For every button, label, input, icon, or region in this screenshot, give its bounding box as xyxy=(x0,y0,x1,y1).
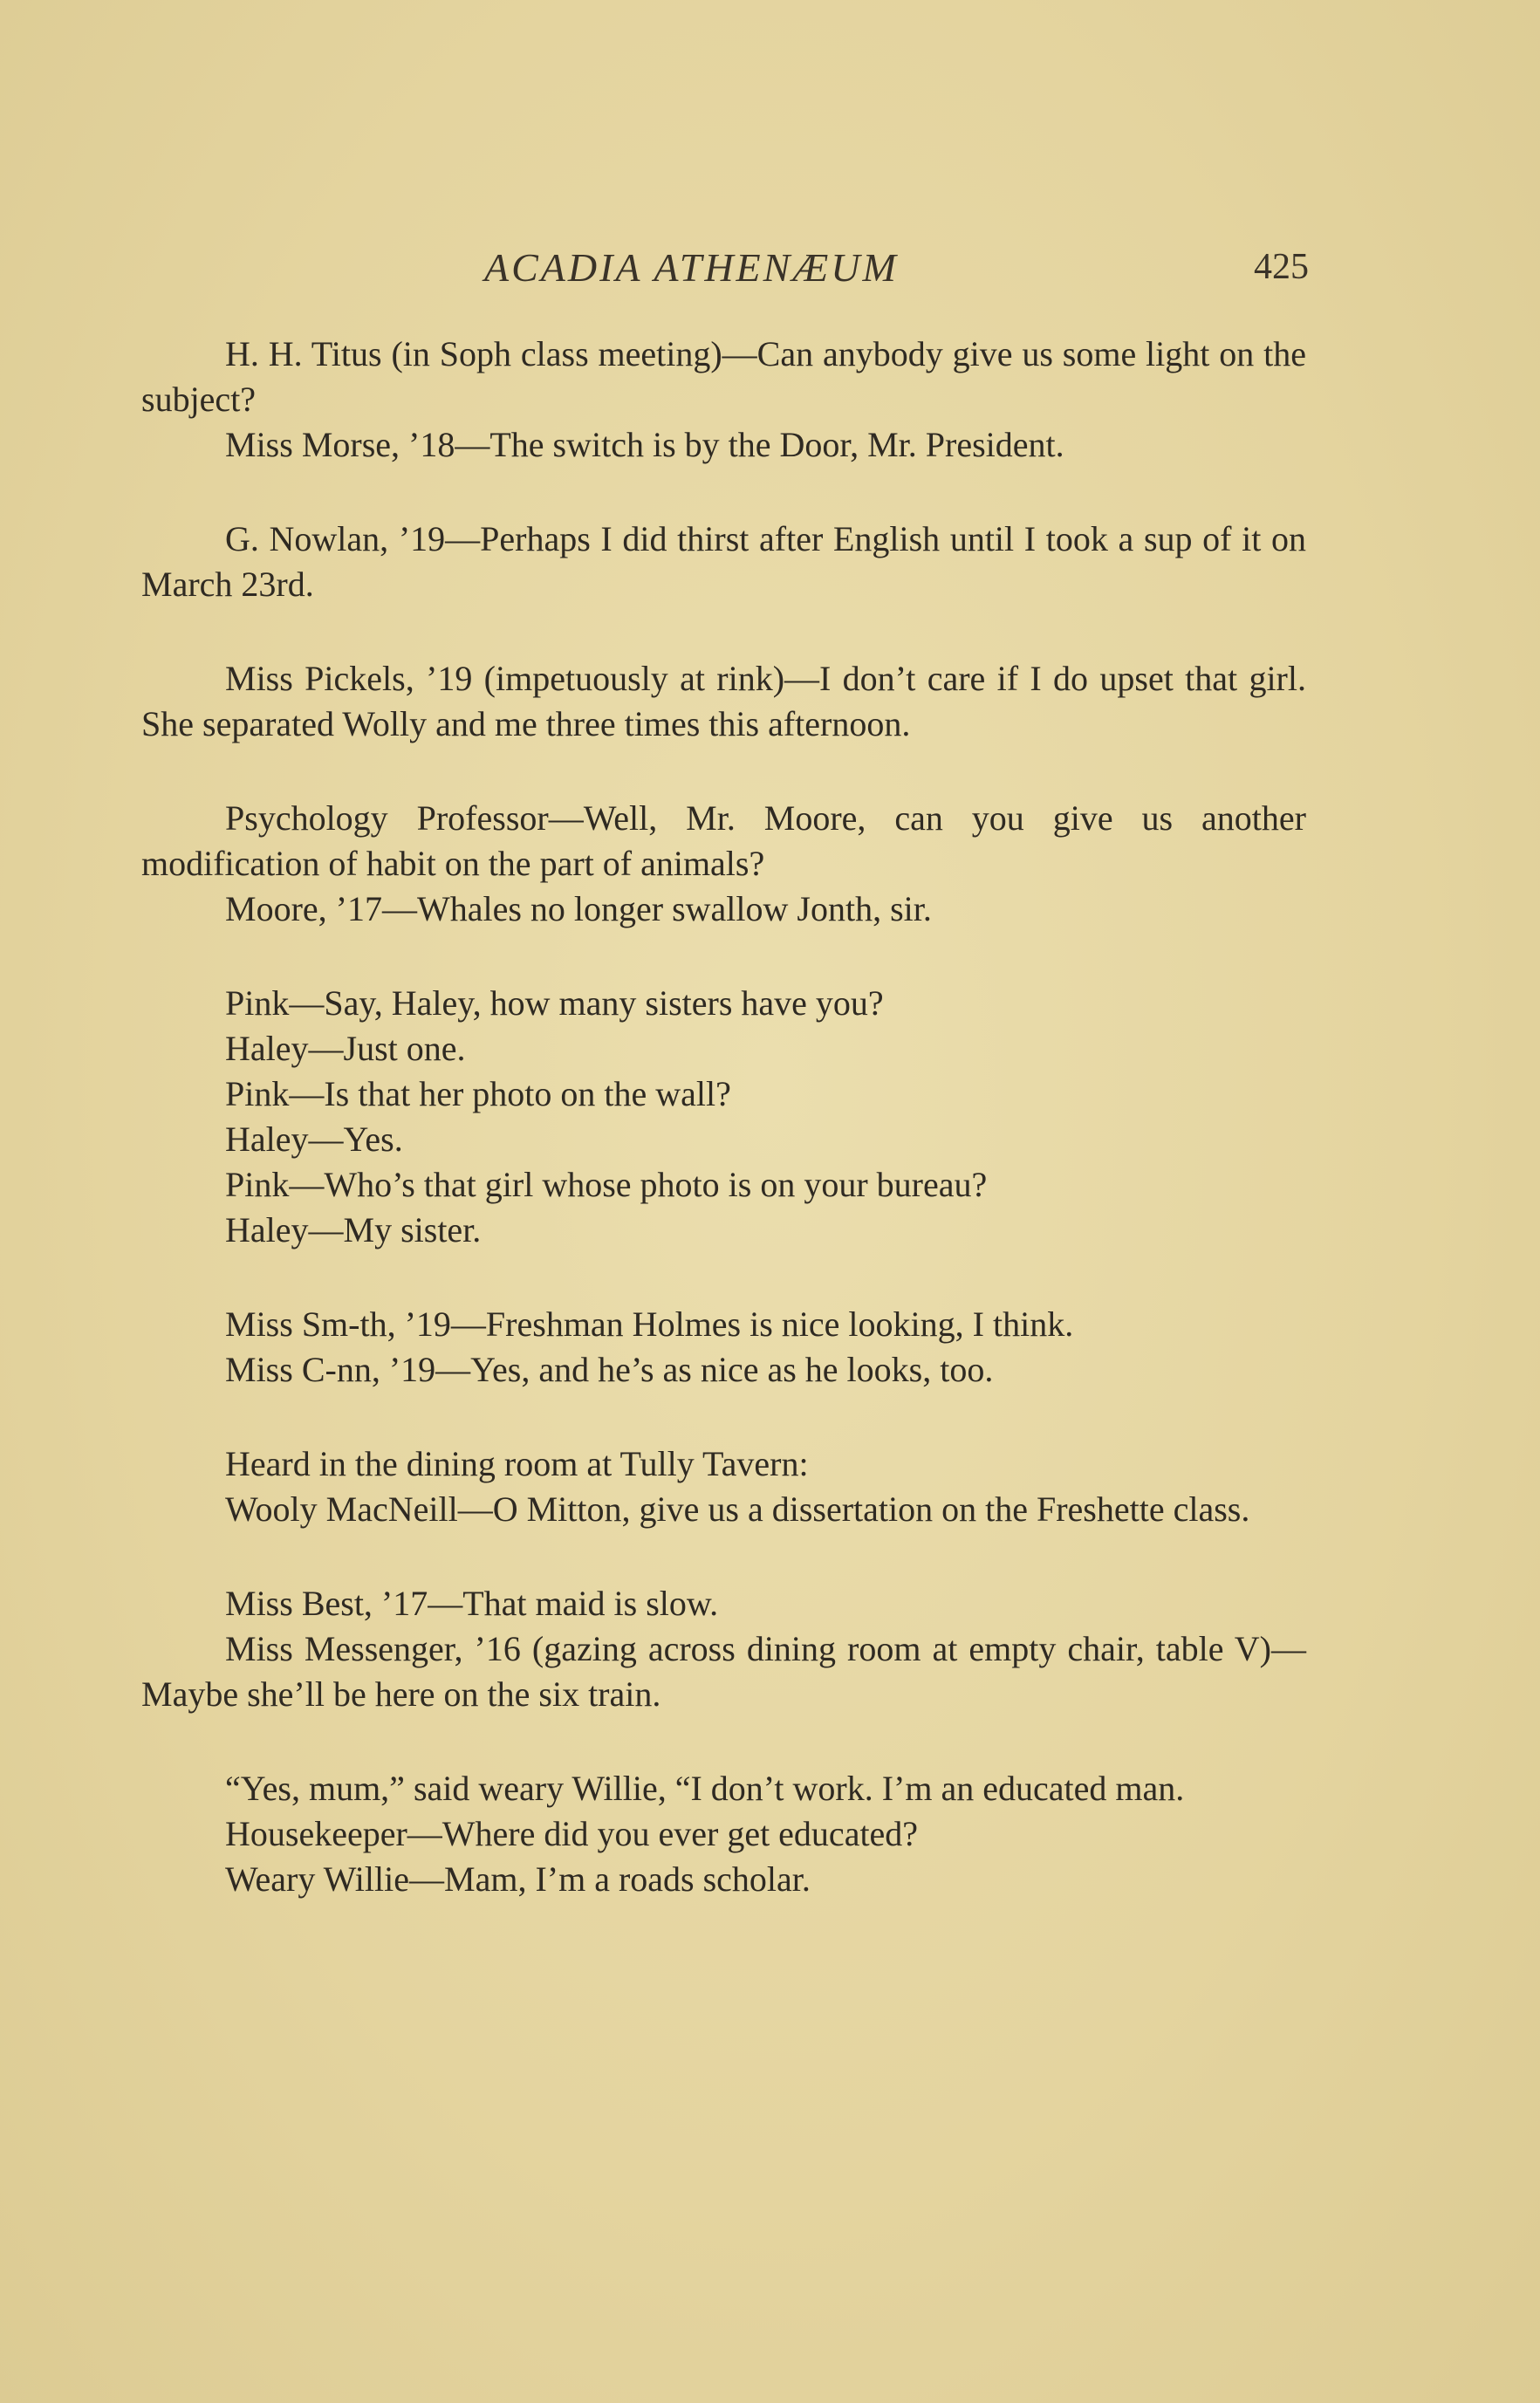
text-line: Wooly MacNeill—O Mitton, give us a dissertation on the Freshette class. xyxy=(225,1489,1250,1529)
text-line: Miss Best, ’17—That maid is slow. xyxy=(225,1584,719,1623)
paragraph xyxy=(141,1766,1306,1902)
body-text xyxy=(141,332,1306,1951)
paragraph xyxy=(141,1441,1306,1532)
text-line: H. H. Titus (in Soph class meeting)—Can anybody give us some light on the subject? xyxy=(141,334,1306,419)
paragraph xyxy=(141,517,1306,607)
text-line: Miss Messenger, ’16 (gazing across dining room at empty chair, table V)—Maybe she’ll be here on the six train. xyxy=(141,1629,1306,1714)
text-line: Psychology Professor—Well, Mr. Moore, can you give us another modification of habit on the part of animals? xyxy=(141,798,1306,883)
paragraph xyxy=(141,981,1306,1253)
text-line: Weary Willie—Mam, I’m a roads scholar. xyxy=(225,1859,811,1899)
paragraph xyxy=(141,332,1306,468)
text-line: Pink—Is that her photo on the wall? xyxy=(225,1074,731,1113)
running-title: ACADIA ATHENÆUM xyxy=(484,245,899,290)
text-line: Pink—Say, Haley, how many sisters have you? xyxy=(225,983,884,1023)
text-line: Miss Pickels, ’19 (impetuously at rink)—I don’t care if I do upset that girl. She separated Wolly and me three times this afternoon. xyxy=(141,659,1306,743)
text-line: Housekeeper—Where did you ever get educated? xyxy=(225,1814,919,1853)
page-number: 425 xyxy=(1254,247,1309,287)
text-line: Miss Sm-th, ’19—Freshman Holmes is nice looking, I think. xyxy=(225,1304,1074,1344)
paragraph xyxy=(141,1581,1306,1717)
text-line: “Yes, mum,” said weary Willie, “I don’t work. I’m an educated man. xyxy=(225,1769,1185,1808)
text-line: Haley—My sister. xyxy=(225,1210,482,1249)
text-line: Haley—Just one. xyxy=(225,1029,466,1068)
text-line: Miss C-nn, ’19—Yes, and he’s as nice as he looks, too. xyxy=(225,1350,994,1389)
text-line: Heard in the dining room at Tully Tavern: xyxy=(225,1444,809,1483)
text-line: Haley—Yes. xyxy=(225,1119,403,1159)
paragraph xyxy=(141,1302,1306,1393)
paragraph xyxy=(141,656,1306,747)
text-line: Moore, ’17—Whales no longer swallow Jonth, sir. xyxy=(225,889,932,928)
paragraph xyxy=(141,796,1306,932)
text-line: G. Nowlan, ’19—Perhaps I did thirst after English until I took a sup of it on March 23rd. xyxy=(141,519,1306,604)
text-line: Miss Morse, ’18—The switch is by the Door, Mr. President. xyxy=(225,425,1064,464)
page-header xyxy=(140,244,1309,297)
text-line: Pink—Who’s that girl whose photo is on your bureau? xyxy=(225,1165,988,1204)
